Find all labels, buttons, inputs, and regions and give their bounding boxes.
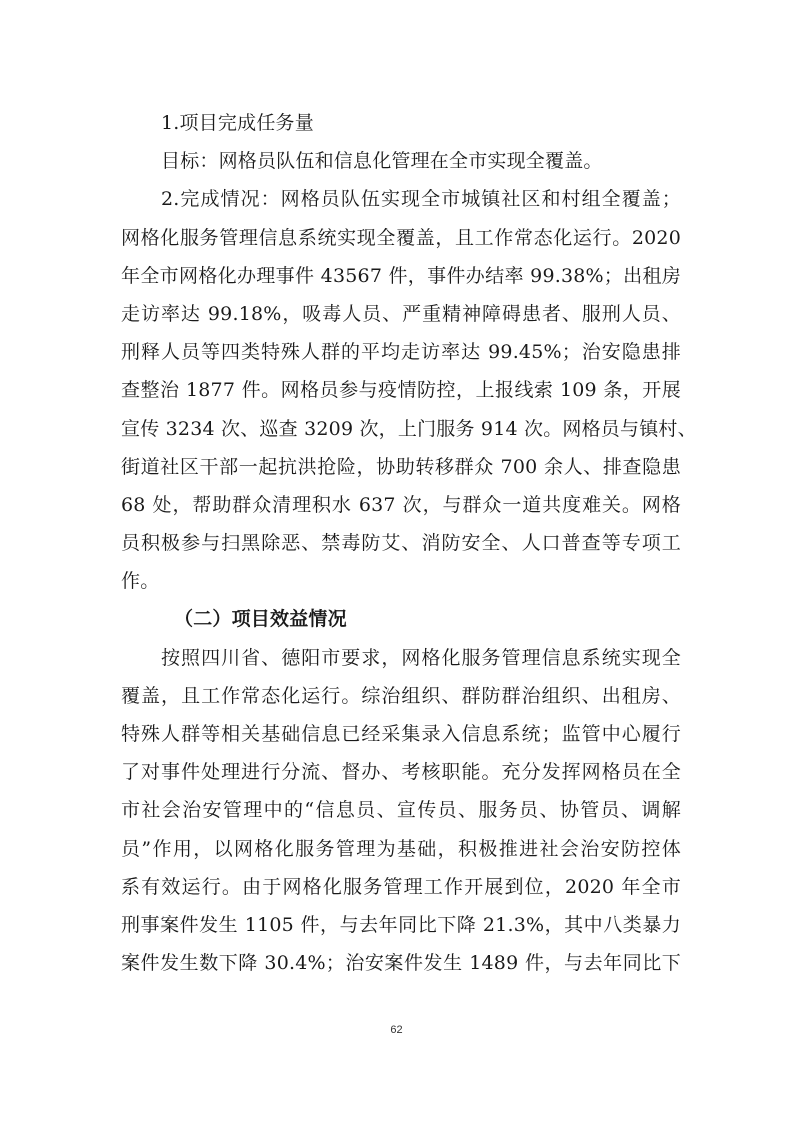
subsection-title: 1.项目完成任务量 <box>161 112 314 134</box>
paragraph-line: 目标：网格员队伍和信息化管理在全市实现全覆盖。 <box>161 150 603 173</box>
paragraph-line: 按照四川省、德阳市要求，网格化服务管理信息系统实现全 <box>161 646 681 669</box>
paragraph-line: 走访率达 99.18%，吸毒人员、严重精神障碍患者、服刑人员、 <box>121 302 681 325</box>
paragraph-line: 刑事案件发生 1105 件，与去年同比下降 21.3%，其中八类暴力 <box>121 913 681 936</box>
paragraph-line: 员积极参与扫黑除恶、禁毒防艾、消防安全、人口普查等专项工 <box>121 532 681 555</box>
paragraph-line: 68 处，帮助群众清理积水 637 次，与群众一道共度难关。网格 <box>121 493 681 516</box>
paragraph-line: 宣传 3234 次、巡查 3209 次，上门服务 914 次。网格员与镇村、 <box>121 417 697 440</box>
page-number: 62 <box>390 1024 403 1036</box>
paragraph-line: 年全市网格化办理事件 43567 件，事件办结率 99.38%；出租房 <box>121 264 681 287</box>
paragraph-line: 员”作用，以网格化服务管理为基础，积极推进社会治安防控体 <box>121 837 681 860</box>
paragraph-line: 特殊人群等相关基础信息已经采集录入信息系统；监管中心履行 <box>121 723 681 745</box>
body-text <box>121 104 697 982</box>
section-heading: （二）项目效益情况 <box>174 608 347 631</box>
paragraph-line: 查整治 1877 件。网格员参与疫情防控，上报线索 109 条，开展 <box>121 379 681 402</box>
paragraph-line: 街道社区干部一起抗洪抢险，协助转移群众 700 余人、排查隐患 <box>121 455 681 478</box>
paragraph-line: 市社会治安管理中的“信息员、宣传员、服务员、协管员、调解 <box>121 799 681 822</box>
paragraph-line: 刑释人员等四类特殊人群的平均走访率达 99.45%；治安隐患排 <box>121 341 681 364</box>
paragraph-line: 覆盖，且工作常态化运行。综治组织、群防群治组织、出租房、 <box>121 684 681 707</box>
paragraph-line: 了对事件处理进行分流、督办、考核职能。充分发挥网格员在全 <box>121 761 681 784</box>
paragraph-line: 系有效运行。由于网格化服务管理工作开展到位，2020 年全市 <box>121 875 681 898</box>
paragraph-line: 作。 <box>121 570 160 593</box>
paragraph-line: 案件发生数下降 30.4%；治安案件发生 1489 件，与去年同比下 <box>121 952 681 975</box>
paragraph-line: 网格化服务管理信息系统实现全覆盖，且工作常态化运行。2020 <box>121 226 681 249</box>
paragraph-line: 2.完成情况：网格员队伍实现全市城镇社区和村组全覆盖； <box>161 188 681 211</box>
